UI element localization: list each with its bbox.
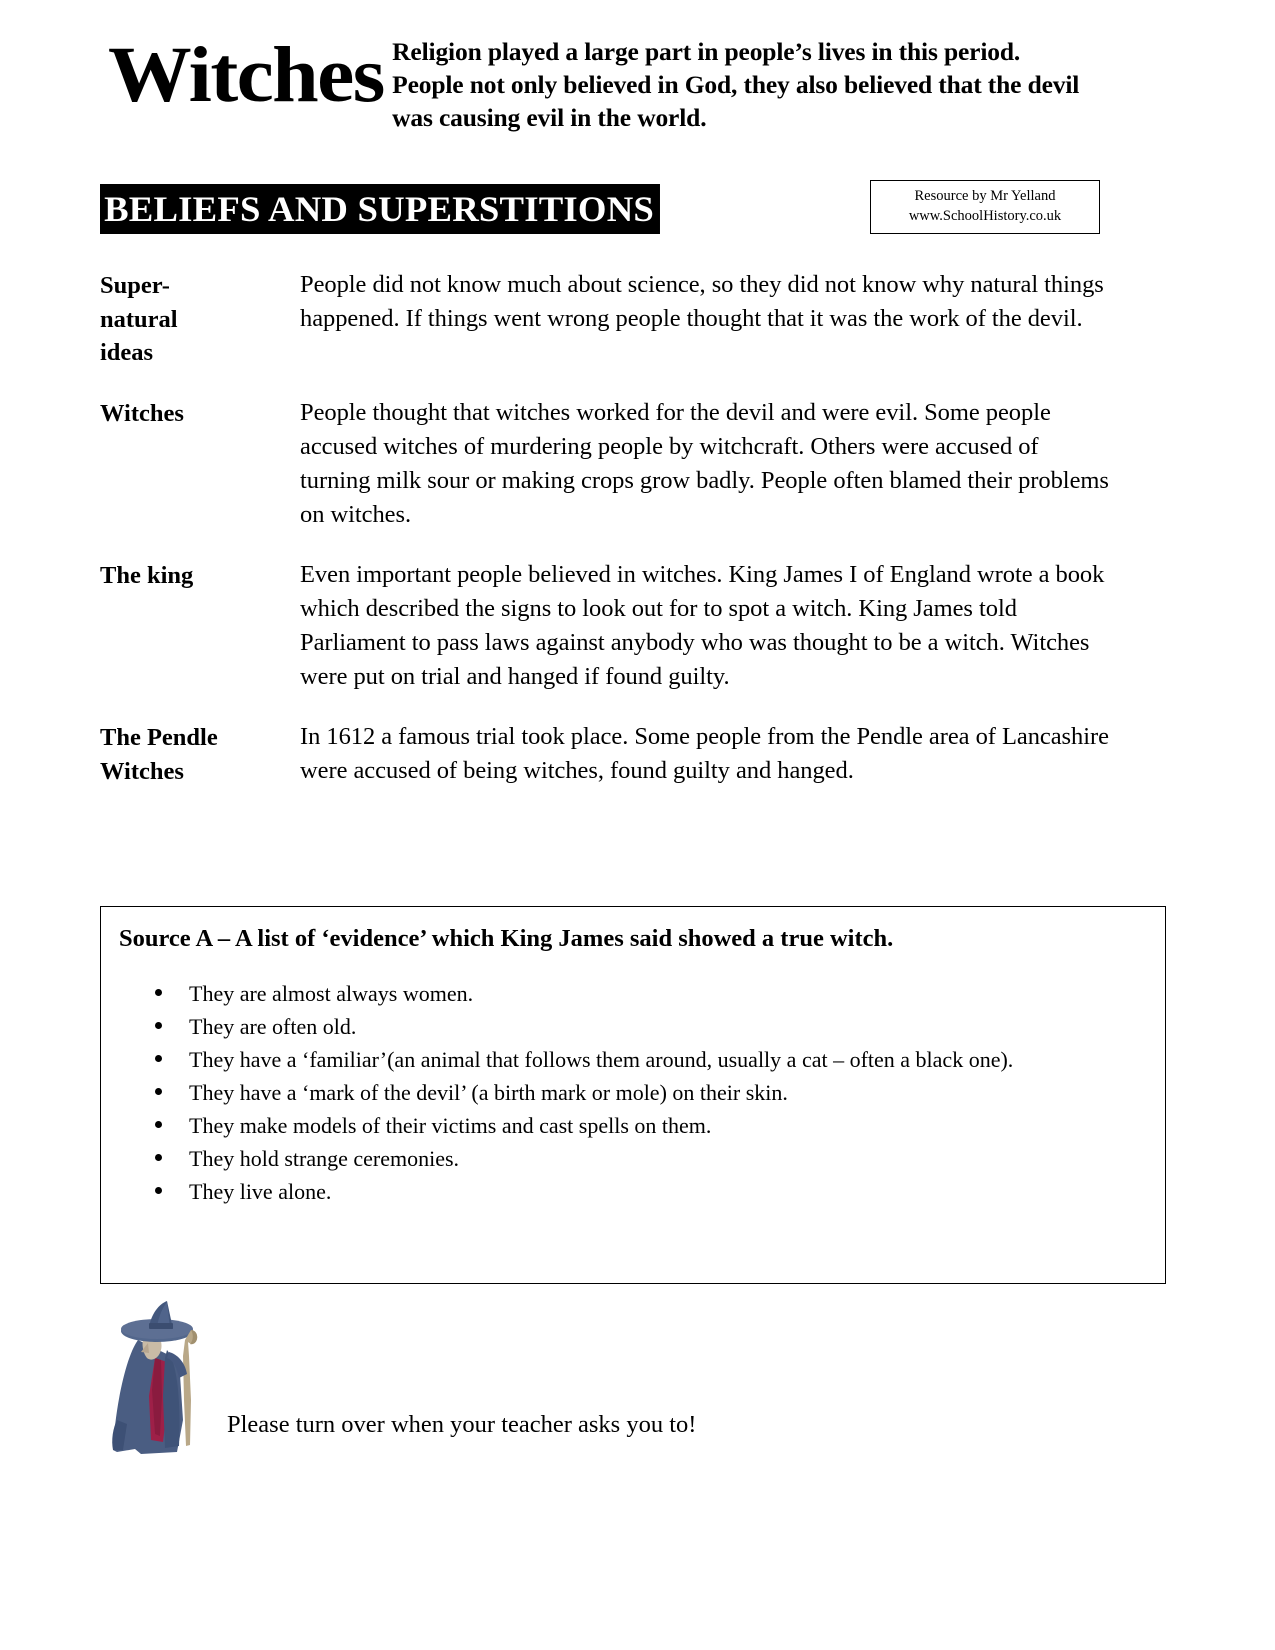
section-banner: BELIEFS AND SUPERSTITIONS [100,184,660,234]
row-label [100,558,300,593]
header-intro-text: Religion played a large part in people’s lives in this period. People not only believed in God, they also believed that the devil was causing evil in the world. [392,37,1080,132]
row-label [100,396,300,431]
bullet-icon [155,1187,162,1194]
list-item-text: They are often old. [189,1013,357,1039]
source-a-list [101,978,1165,1207]
list-item [147,978,1125,1009]
list-item-text: They have a ‘familiar’(an animal that follows them around, usually a cat – often a black one). [189,1046,1014,1072]
resource-author: Resource by Mr Yelland [914,188,1056,204]
row-label [100,268,300,370]
content-row-witches [100,396,1110,532]
row-label [100,720,300,788]
list-item-text: They have a ‘mark of the devil’ (a birth mark or mole) on their skin. [189,1079,788,1105]
row-label-line: Super- [100,272,170,299]
list-item [147,1143,1125,1174]
source-a-box [100,906,1166,1284]
row-label-line: ideas [100,339,154,367]
row-body: Even important people believed in witches. King James I of England wrote a book which described the signs to look out for to spot a witch. King James told Parliament to pass laws against anybody who was thought to be a witch. Witches were put on trial and hanged if found guilty. [300,560,1105,691]
row-label-line: natural [100,305,178,333]
resource-website: www.SchoolHistory.co.uk [908,207,1062,224]
witch-illustration-icon [105,1300,235,1460]
content-row-the-king [100,558,1110,694]
resource-credit-box [870,180,1100,234]
content-row-supernatural-ideas [100,268,1110,370]
list-item-text: They are almost always women. [189,980,474,1006]
row-label-line: Witches [100,757,184,785]
content-row-pendle-witches [100,720,1110,788]
row-body: People did not know much about science, so they did not know why natural things happened. If things went wrong people thought that it was the work of the devil. [300,271,1104,333]
bullet-icon [155,1022,162,1029]
list-item [147,1077,1125,1108]
page-footer [100,1300,1110,1480]
bullet-icon [155,1154,162,1161]
list-item [147,1044,1125,1075]
list-item-text: They live alone. [189,1178,332,1204]
bullet-icon [155,1121,162,1128]
bullet-icon [155,1055,162,1062]
source-a-title: Source A – A list of ‘evidence’ which King James said showed a true witch. [119,925,894,952]
list-item [147,1011,1125,1042]
row-body: People thought that witches worked for the devil and were evil. Some people accused witches of murdering people by witchcraft. Others were accused of turning milk sour or making crops grow badly. People often blamed their problems on witches. [300,398,1109,528]
banner-row [100,180,1110,236]
list-item-text: They make models of their victims and cast spells on them. [189,1112,712,1138]
row-label-line: Witches [100,399,184,427]
content-rows [100,268,1110,814]
row-body: In 1612 a famous trial took place. Some people from the Pendle area of Lancashire were accused of being witches, found guilty and hanged. [300,723,1109,785]
page-title: Witches [108,32,384,119]
footer-instruction: Please turn over when your teacher asks you to! [227,1411,697,1438]
bullet-icon [155,989,162,996]
row-label-line: The Pendle [100,724,218,752]
page-header [108,32,1108,135]
list-item [147,1110,1125,1141]
bullet-icon [155,1088,162,1095]
list-item-text: They hold strange ceremonies. [189,1145,460,1171]
row-label-line: The king [100,561,194,589]
list-item [147,1176,1125,1207]
